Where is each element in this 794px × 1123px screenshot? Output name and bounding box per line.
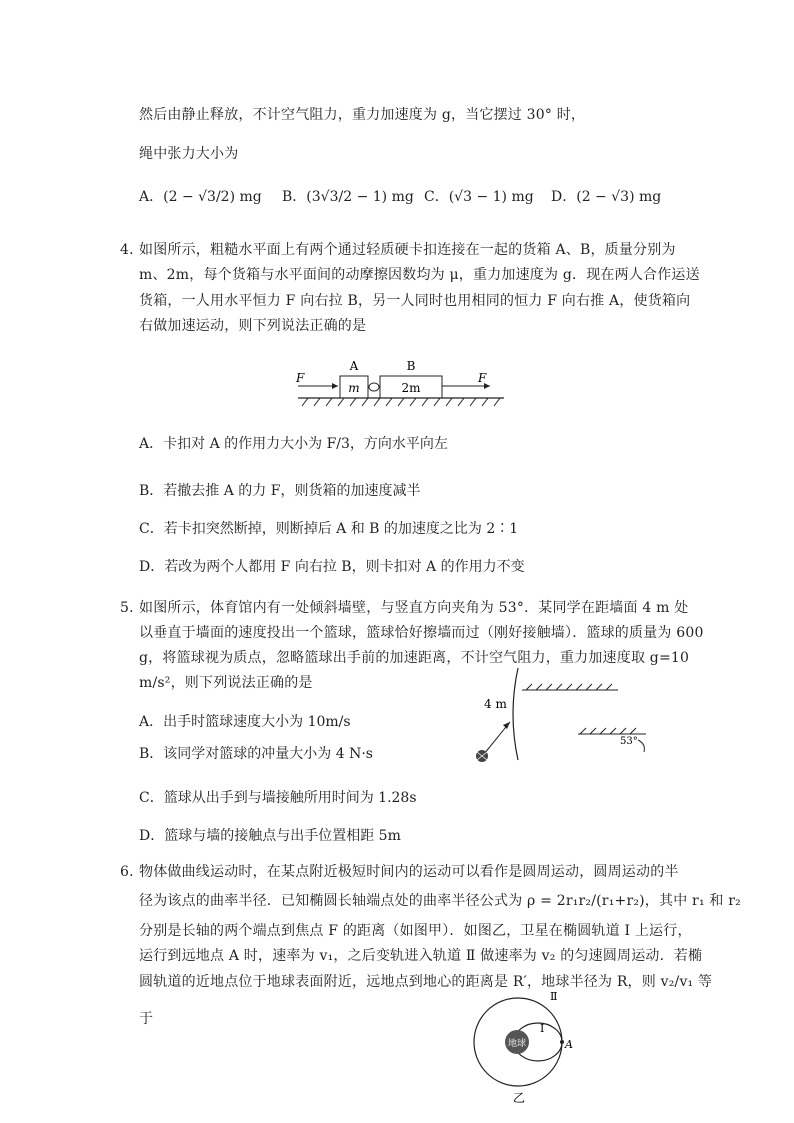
q5-option-c: C．篮球从出手到与墙接触所用时间为 1.28s (139, 790, 417, 806)
force-label-left: F (296, 371, 305, 385)
point-a-label: A (565, 1038, 573, 1051)
q4-option-c: C．若卡扣突然断掉，则断掉后 A 和 B 的加速度之比为 2∶1 (139, 521, 519, 537)
q6-line6: 于 (139, 1011, 154, 1027)
orbit-ii-label: Ⅱ (550, 990, 558, 1003)
q5-number: 5． (120, 600, 144, 616)
q4-option-d: D．若改为两个人都用 F 向右拉 B，则卡扣对 A 的作用力不变 (139, 559, 525, 575)
q3-option-b-expr: (3√3/2 − 1) mg (306, 189, 414, 205)
ceiling-hatching (526, 684, 612, 690)
q5-wall-figure (470, 664, 660, 772)
q4-line1: 如图所示，粗糙水平面上有两个通过轻质硬卡扣连接在一起的货箱 A、B，质量分别为 (139, 242, 676, 258)
q3-option-a: A．(2 − √3/2) mg (139, 189, 262, 205)
q5-option-b: B．该同学对篮球的冲量大小为 4 N·s (139, 746, 373, 762)
q5-option-d: D．篮球与墙的接触点与出手位置相距 5m (139, 828, 401, 844)
clasp (369, 383, 379, 391)
angle-label: 53° (620, 736, 638, 747)
label-b: B (406, 359, 416, 373)
q4-number: 4． (120, 242, 144, 258)
q3-option-a-expr: (2 − √3/2) mg (163, 189, 262, 205)
q5-line4: m/s²，则下列说法正确的是 (139, 675, 313, 691)
figure-caption: 乙 (513, 1091, 526, 1105)
q3-line2: 绳中张力大小为 (139, 146, 239, 162)
q3-option-d: D．(2 − √3) mg (551, 189, 662, 205)
orbit-i-label: Ⅰ (540, 1022, 545, 1035)
label-a: A (349, 359, 359, 373)
q6-line3: 分别是长轴的两个端点到焦点 F 的距离（如图甲）．如图乙，卫星在椭圆轨道 Ⅰ 上运行， (139, 923, 692, 939)
q3-option-c: C．(√3 − 1) mg (424, 189, 534, 205)
slope-hatching (580, 728, 636, 734)
q5-option-a: A．出手时篮球速度大小为 10m/s (139, 714, 351, 730)
q4-boxes-figure (290, 358, 510, 410)
earth-label: 地球 (507, 1039, 527, 1049)
q6-line5: 圆轨道的近地点位于地球表面附近，远地点到地心的距离是 R′，地球半径为 R，则 v₂/v₁ 等 (139, 974, 713, 990)
q3-option-c-expr: (√3 − 1) mg (448, 189, 534, 205)
q5-line1: 如图所示，体育馆内有一处倾斜墙壁，与竖直方向夹角为 53°．某同学在距墙面 4 m 处 (139, 600, 689, 616)
angle-arc (638, 740, 644, 752)
q6-line1: 物体做曲线运动时，在某点附近极短时间内的运动可以看作是圆周运动，圆周运动的半 (139, 864, 679, 880)
q6-orbit-figure (460, 990, 590, 1120)
dist-label: 4 m (484, 697, 507, 711)
q3-option-d-expr: (2 − √3) mg (576, 189, 662, 205)
q4-option-b: B．若撤去推 A 的力 F，则货箱的加速度减半 (139, 483, 421, 499)
mass-b: 2m (401, 381, 421, 395)
q5-line3: g，将篮球视为质点，忽略篮球出手前的加速距离，不计空气阻力，重力加速度取 g=10 (139, 650, 690, 666)
q6-line4: 运行到远地点 A 时，速率为 v₁，之后变轨进入轨道 Ⅱ 做速率为 v₂ 的匀速圆周运动．若椭 (139, 948, 703, 964)
curved-wall (513, 668, 518, 760)
force-label-right: F (478, 371, 487, 385)
q6-number: 6． (120, 864, 144, 880)
q6-line2: 径为该点的曲率半径．已知椭圆长轴端点处的曲率半径公式为 ρ = 2r₁r₂/(r₁+r₂)，其中 r₁ 和 r₂ (139, 893, 741, 909)
q4-option-a: A．卡扣对 A 的作用力大小为 F/3，方向水平向左 (139, 436, 448, 452)
q3-option-b: B．(3√3/2 − 1) mg (282, 189, 414, 205)
q4-line4: 右做加速运动，则下列说法正确的是 (139, 318, 367, 334)
ground-hatching (302, 398, 500, 406)
point-a-marker (560, 1040, 564, 1044)
q4-line3: 货箱，一人用水平恒力 F 向右拉 B，另一人同时也用相同的恒力 F 向右推 A，使货箱向 (139, 293, 691, 309)
q3-line1: 然后由静止释放，不计空气阻力，重力加速度为 g，当它摆过 30° 时， (139, 107, 586, 123)
mass-a: m (348, 381, 360, 395)
q5-line2: 以垂直于墙面的速度投出一个篮球，篮球恰好擦墙而过（刚好接触墙）．篮球的质量为 600 (139, 625, 704, 641)
q4-line2: m、2m，每个货箱与水平面间的动摩擦因数均为 μ，重力加速度为 g．现在两人合作运送 (139, 267, 700, 283)
